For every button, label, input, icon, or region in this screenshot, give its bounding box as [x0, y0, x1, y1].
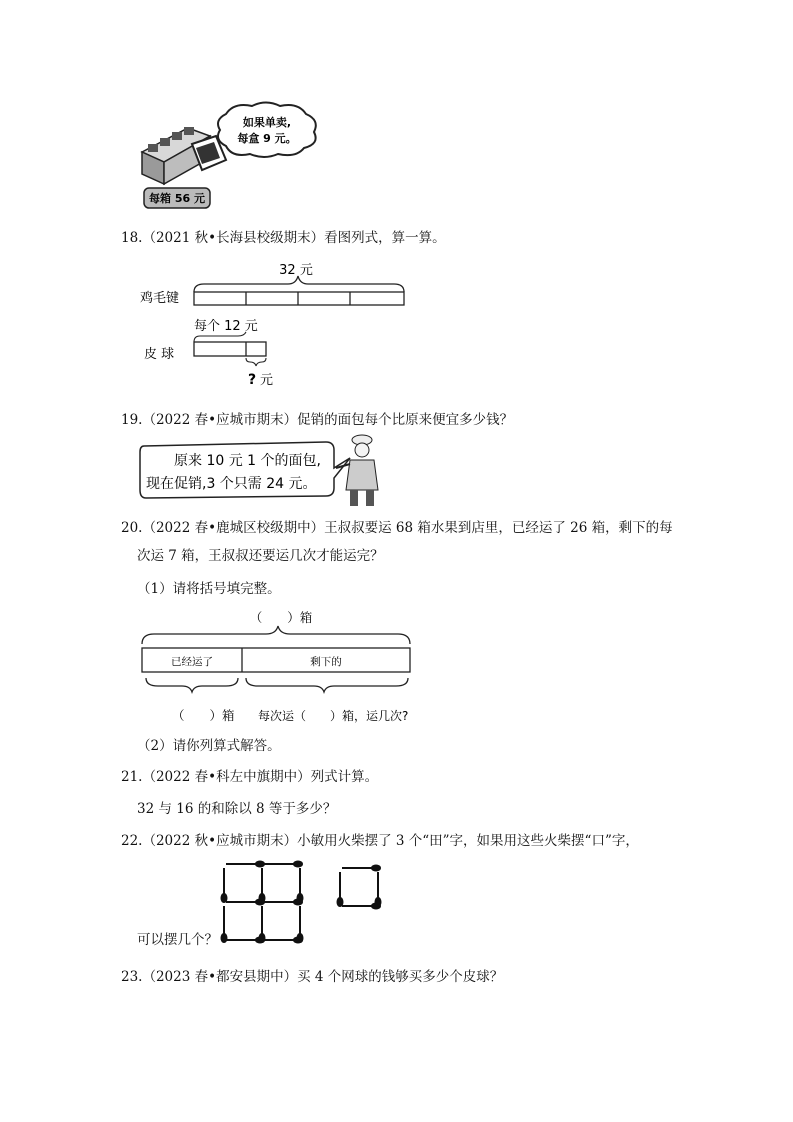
q18-row1-label: 鸡毛键: [140, 291, 180, 306]
q20-bottom-right: 每次运（ ）箱，运几次?: [258, 709, 409, 723]
bubble-text-1: 如果单卖,: [242, 116, 292, 129]
question-20-sub2: （2）请你列算式解答。: [137, 738, 281, 754]
q18-bar-diagram: [138, 258, 413, 392]
question-22: 22.（2022 秋•应城市期末）小敏用火柴摆了 3 个“田”字，如果用这些火柴摆“口”字，: [121, 833, 639, 849]
q20-bottom-left: （ ）箱: [172, 708, 235, 723]
question-18: 18.（2021 秋•长海县校级期末）看图列式，算一算。: [121, 230, 446, 246]
question-22-tail: 可以摆几个？: [137, 932, 218, 948]
q19-sign-illustration: [138, 434, 388, 508]
question-23: 23.（2023 春•都安县期中）买 4 个网球的钱够买多少个皮球？: [121, 969, 504, 985]
matchstick-figure: [218, 858, 388, 950]
q18-unit: 元: [260, 373, 274, 388]
box-price-label: 每箱 56 元: [149, 192, 205, 205]
question-20-line1: 20.（2022 春•鹿城区校级期中）王叔叔要运 68 箱水果到店里，已经运了 26 箱，剩下的每: [121, 520, 673, 536]
question-20-line2: 次运 7 箱，王叔叔还要运几次才能运完？: [137, 548, 384, 564]
question-19: 19.（2022 春•应城市期末）促销的面包每个比原来便宜多少钱？: [121, 412, 514, 428]
bubble-text-2: 每盒 9 元。: [237, 132, 297, 145]
q20-box-left: 已经运了: [171, 656, 213, 668]
question-21: 21.（2022 春•科左中旗期中）列式计算。: [121, 769, 379, 785]
q18-row2-label: 皮 球: [144, 347, 175, 362]
q18-total-label: 32 元: [279, 263, 313, 278]
q20-top-bracket: （ ）箱: [249, 610, 313, 625]
q18-each-label: 每个 12 元: [194, 319, 258, 334]
q19-card-line2: 现在促销,3 个只需 24 元。: [146, 476, 317, 492]
box-illustration: [130, 100, 320, 212]
q19-card-line1: 原来 10 元 1 个的面包,: [174, 453, 321, 469]
question-21-sub: 32 与 16 的和除以 8 等于多少？: [137, 801, 337, 817]
question-20-sub1: （1）请将括号填完整。: [137, 581, 281, 597]
q20-bar-diagram: [138, 606, 438, 728]
q20-box-right: 剩下的: [310, 656, 342, 668]
q18-question-mark: ?: [248, 372, 257, 388]
